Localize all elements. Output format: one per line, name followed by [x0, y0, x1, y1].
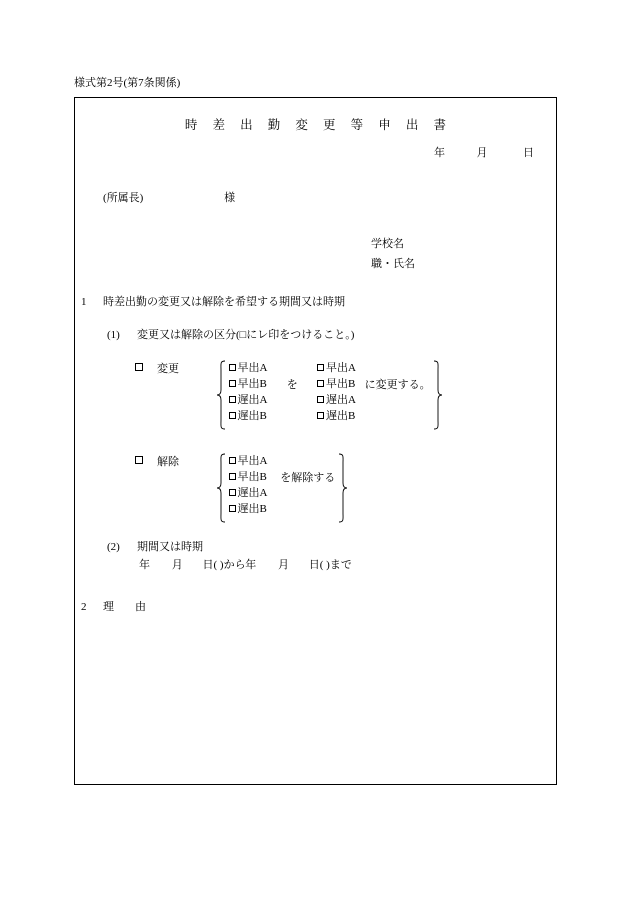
option-item[interactable]: 遅出A: [229, 392, 268, 408]
option-item[interactable]: 早出B: [229, 469, 268, 485]
option-item[interactable]: 早出B: [317, 376, 356, 392]
release-checkbox[interactable]: [135, 456, 143, 464]
period-from-month: 月: [171, 559, 183, 571]
item-2-text: 期間又は時期: [137, 541, 203, 553]
option-item[interactable]: 遅出A: [229, 485, 268, 501]
checkbox-icon[interactable]: [229, 396, 236, 403]
item-1-text: 変更又は解除の区分(□にレ印をつけること。): [137, 329, 355, 341]
option-item[interactable]: 遅出A: [317, 392, 356, 408]
period-line: [139, 556, 352, 572]
release-row-label: [135, 453, 213, 469]
checkbox-icon[interactable]: [229, 457, 236, 464]
addressee-line: [103, 189, 235, 205]
addressee-label: (所属長): [103, 192, 144, 204]
section-1-number: 1: [81, 296, 87, 308]
option-item[interactable]: 遅出B: [229, 408, 268, 424]
period-from-year: 年: [139, 559, 150, 571]
page-title: 時 差 出 勤 変 更 等 申 出 書: [184, 118, 453, 132]
date-month-label: 月: [476, 147, 488, 159]
checkbox-icon[interactable]: [229, 505, 236, 512]
title-name-label: 職・氏名: [371, 258, 415, 270]
option-item[interactable]: 早出B: [229, 376, 268, 392]
option-item[interactable]: 早出A: [229, 360, 268, 376]
release-option-group: [135, 453, 348, 521]
checkbox-icon[interactable]: [317, 380, 324, 387]
section-1-heading: [81, 293, 345, 309]
release-label: 解除: [157, 456, 179, 468]
checkbox-icon[interactable]: [229, 473, 236, 480]
checkbox-icon[interactable]: [229, 380, 236, 387]
section-2-number: 2: [81, 601, 87, 613]
option-item[interactable]: 早出A: [317, 360, 356, 376]
checkbox-icon[interactable]: [317, 412, 324, 419]
period-to-year: 年: [245, 559, 257, 571]
section-1-item-2-heading: [107, 538, 203, 554]
item-1-number: (1): [107, 329, 120, 341]
checkbox-icon[interactable]: [317, 364, 324, 371]
addressee-honorific: 様: [224, 192, 236, 204]
checkbox-icon[interactable]: [229, 412, 236, 419]
change-from-options: [229, 360, 268, 424]
checkbox-icon[interactable]: [317, 396, 324, 403]
period-to-day: 日( )まで: [308, 559, 352, 571]
item-2-number: (2): [107, 541, 120, 553]
right-brace-close-icon: [338, 453, 348, 521]
form-body-box: [74, 97, 557, 785]
date-line: [434, 144, 534, 160]
change-row-label: [135, 360, 213, 376]
change-to-options: [317, 360, 356, 424]
option-item[interactable]: 遅出B: [317, 408, 356, 424]
change-option-group: [135, 360, 443, 428]
left-brace-open-icon: [216, 453, 226, 521]
submitter-block: [371, 234, 415, 274]
option-item[interactable]: 遅出B: [229, 501, 268, 517]
period-to-month: 月: [278, 559, 289, 571]
period-from-day: 日( )から: [202, 559, 246, 571]
option-item[interactable]: 早出A: [229, 453, 268, 469]
section-2-text: 理 由: [103, 601, 151, 613]
left-brace-open-icon: [216, 360, 226, 428]
change-middle-word: を: [286, 379, 298, 391]
school-name-label: 学校名: [371, 238, 404, 250]
date-year-label: 年: [434, 147, 445, 159]
section-1-item-1-heading: [107, 326, 354, 342]
change-tail-text: に変更する。: [364, 379, 431, 391]
release-tail-text: を解除する: [280, 472, 336, 484]
form-number: 様式第2号(第7条関係): [74, 77, 181, 89]
right-brace-close-icon: [433, 360, 443, 428]
section-1-text: 時差出勤の変更又は解除を希望する期間又は時期: [103, 296, 345, 308]
change-label: 変更: [157, 363, 179, 375]
checkbox-icon[interactable]: [229, 489, 236, 496]
change-checkbox[interactable]: [135, 363, 143, 371]
release-options: [229, 453, 268, 517]
date-day-label: 日: [523, 147, 534, 159]
section-2-heading: [81, 598, 151, 614]
checkbox-icon[interactable]: [229, 364, 236, 371]
